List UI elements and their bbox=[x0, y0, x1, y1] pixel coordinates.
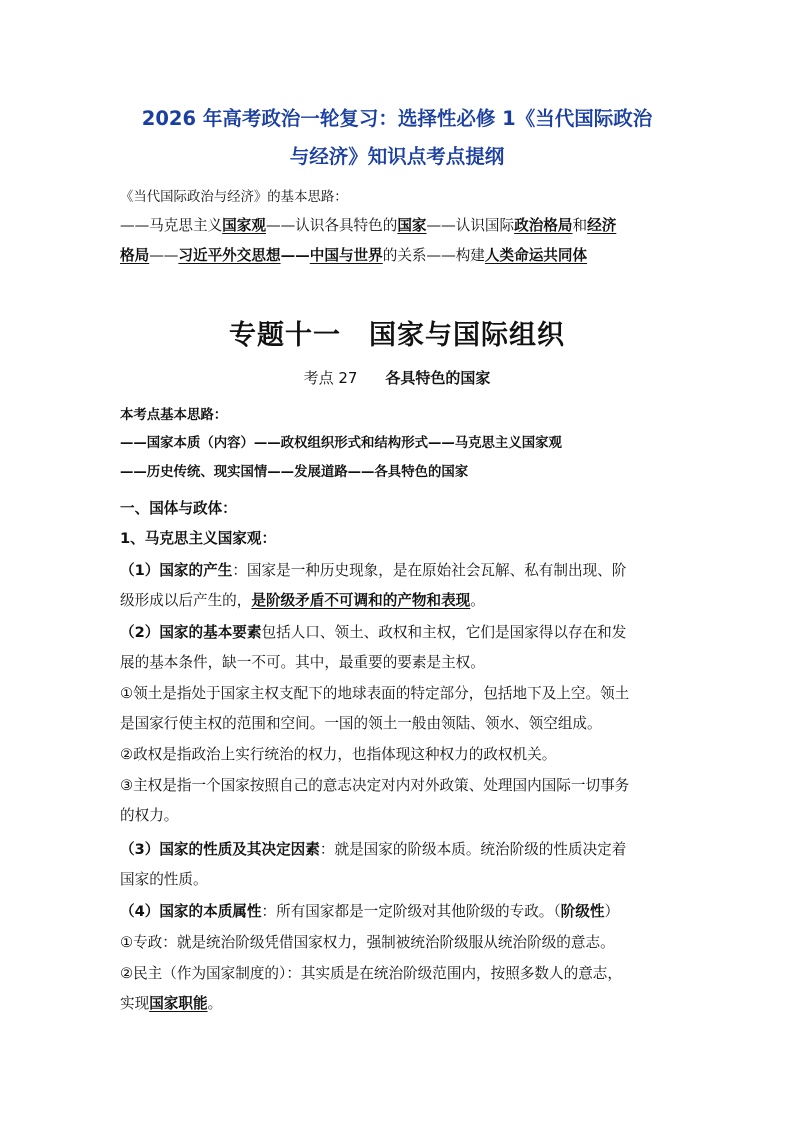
intro-text: ——马克思主义 bbox=[120, 217, 223, 234]
clause-2: ②政权是指政治上实行统治的权力，也指体现这种权力的政权机关。 bbox=[120, 746, 557, 763]
paragraph-lead: （1）国家的产生 bbox=[120, 562, 233, 579]
paragraph-4 bbox=[120, 900, 680, 924]
title-line-2: 与经济》知识点考点提纲 bbox=[289, 145, 505, 168]
intro-keyword: 习近平外交思想 bbox=[178, 247, 281, 264]
clause-5: ②民主（作为国家制度的）：其实质是在统治阶级范围内，按照多数人的意志， bbox=[120, 965, 622, 982]
paragraph-text: 。 bbox=[207, 995, 223, 1012]
subsection-heading: 1、马克思主义国家观： bbox=[120, 530, 277, 547]
intro-keyword: 经济 bbox=[587, 217, 617, 234]
intro-line-2 bbox=[120, 244, 680, 268]
point-label: 考点 27 bbox=[303, 369, 358, 387]
paragraph-lead: （2）国家的基本要素 bbox=[120, 624, 262, 641]
paragraph-text: 包括人口、领土、政权和主权，它们是国家得以存在和发 bbox=[261, 624, 627, 641]
clause-4: ①专政：就是统治阶级凭借国家权力，强制被统治阶级服从统治阶级的意志。 bbox=[120, 934, 615, 951]
point-heading bbox=[0, 366, 794, 390]
paragraph-emphasis: 是阶级矛盾不可调和的产物和表现 bbox=[251, 592, 471, 609]
intro-text: ——认识国际 bbox=[426, 217, 515, 234]
intro-line-1 bbox=[120, 214, 680, 238]
title-line-1: 2026 年高考政治一轮复习：选择性必修 1《当代国际政治 bbox=[141, 107, 653, 130]
paragraph-text: ：国家是一种历史现象，是在原始社会瓦解、私有制出现、阶 bbox=[232, 562, 627, 579]
paragraph-text: ） bbox=[604, 903, 620, 920]
paragraph-3 bbox=[120, 838, 680, 862]
paragraph-lead: （4）国家的本质属性 bbox=[120, 903, 262, 920]
outline-line-1: ——国家本质（内容）——政权组织形式和结构形式——马克思主义国家观 bbox=[120, 436, 562, 451]
paragraph-emphasis: 国家职能 bbox=[149, 995, 208, 1012]
outline-line-2: ——历史传统、现实国情——发展道路——各具特色的国家 bbox=[120, 465, 469, 480]
clause-3: ③主权是指一个国家按照自己的意志决定对内对外政策、处理国内国际一切事务 bbox=[120, 777, 630, 794]
topic-heading: 专题十一 国家与国际组织 bbox=[229, 320, 565, 351]
paragraph-1-cont bbox=[120, 589, 680, 613]
paragraph-1 bbox=[120, 559, 680, 583]
outline-heading: 本考点基本思路： bbox=[120, 408, 228, 423]
clause-1: ①领土是指处于国家主权支配下的地球表面的特定部分，包括地下及上空。领土 bbox=[120, 685, 630, 702]
intro-heading: 《当代国际政治与经济》的基本思路： bbox=[120, 190, 348, 205]
clause-5-cont bbox=[120, 992, 680, 1016]
paragraph-lead: （3）国家的性质及其决定因素 bbox=[120, 841, 320, 858]
intro-keyword: 国家观 bbox=[222, 217, 266, 234]
intro-keyword: 政治格局 bbox=[514, 217, 573, 234]
intro-keyword: 中国与世界 bbox=[309, 247, 383, 264]
point-title: 各具特色的国家 bbox=[385, 369, 491, 387]
paragraph-2-cont: 展的基本条件，缺一不可。其中，最重要的要素是主权。 bbox=[120, 654, 485, 671]
clause-3-cont: 的权力。 bbox=[120, 807, 179, 824]
paragraph-text: 级形成以后产生的， bbox=[120, 592, 252, 609]
intro-keyword: 人类命运共同体 bbox=[484, 247, 588, 264]
paragraph-2 bbox=[120, 621, 680, 645]
intro-text: 的关系——构建 bbox=[382, 247, 485, 264]
paragraph-tag: 阶级性 bbox=[560, 903, 605, 920]
paragraph-text: 。 bbox=[470, 592, 485, 609]
intro-text: —— bbox=[280, 247, 310, 264]
intro-text: 和 bbox=[572, 217, 588, 234]
intro-text: ——认识各具特色的 bbox=[265, 217, 398, 234]
clause-1-cont: 是国家行使主权的范围和空间。一国的领土一般由领陆、领水、领空组成。 bbox=[120, 715, 602, 732]
document-title bbox=[100, 100, 694, 176]
intro-text: —— bbox=[149, 247, 179, 264]
intro-keyword: 格局 bbox=[120, 247, 150, 264]
section-heading: 一、国体与政体： bbox=[120, 500, 237, 517]
paragraph-3-cont: 国家的性质。 bbox=[120, 871, 208, 888]
paragraph-text: 实现 bbox=[120, 995, 150, 1012]
intro-keyword: 国家 bbox=[397, 217, 427, 234]
paragraph-text: ：就是国家的阶级本质。统治阶级的性质决定着 bbox=[319, 841, 627, 858]
paragraph-text: ：所有国家都是一定阶级对其他阶级的专政。（ bbox=[261, 903, 561, 920]
